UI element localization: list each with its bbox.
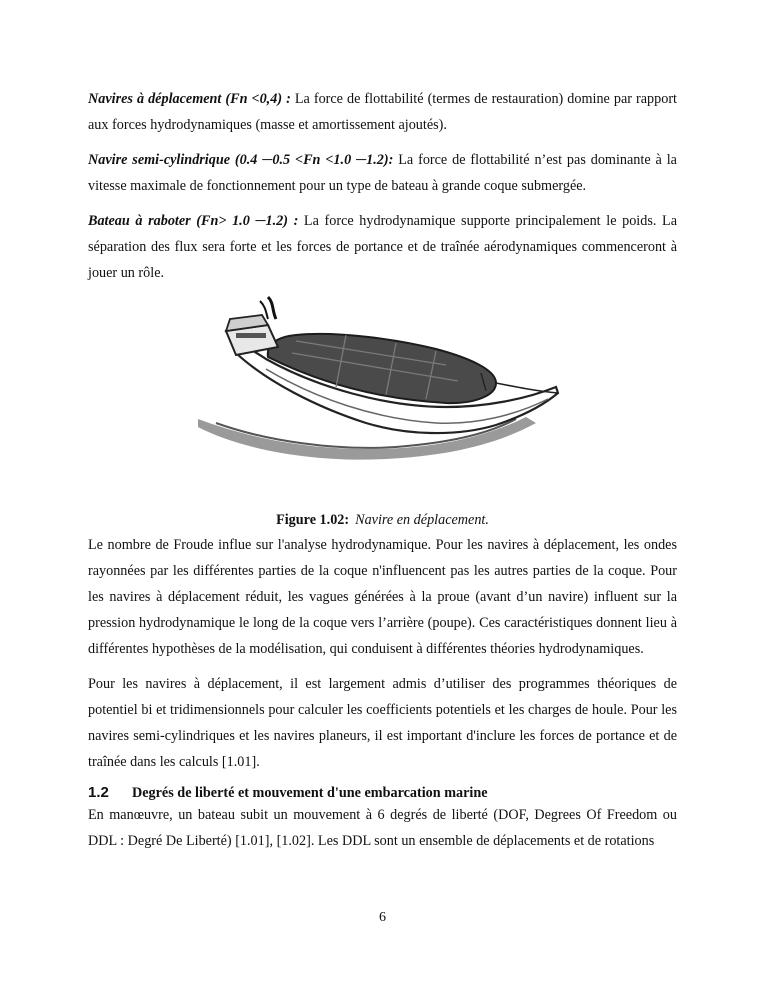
paragraph-lead: Navire semi-cylindrique (0.4 ─0.5 <Fn <1.0 ─1.2): — [88, 152, 394, 168]
paragraph-semi-cylindrical — [88, 147, 677, 199]
paragraph-dof: En manœuvre, un bateau subit un mouvement à 6 degrés de liberté (DOF, Degrees Of Freedom ou DDL : Degré De Liberté) [1.01], [1.02]. Les DDL sont un ensemble de déplacements et de rotations — [88, 807, 677, 849]
paragraph-lead: Bateau à raboter (Fn> 1.0 ─1.2) : — [88, 213, 299, 229]
section-number: 1.2 — [88, 784, 109, 801]
paragraph-potential-programs: Pour les navires à déplacement, il est largement admis d’utiliser des programmes théoriques de potentiel bi et tridimensionnels pour calculer les coefficients potentiels et les charges de houle. Pour les navires semi-cylindriques et les navires planeurs, il est important d'inclure les forces de portance et de traînée dans les calculs [1.01]. — [88, 676, 677, 770]
figure — [88, 295, 677, 495]
figure-caption — [88, 509, 677, 531]
page-content — [88, 86, 677, 863]
paragraph-displacement-ships — [88, 86, 677, 138]
ship-illustration — [196, 295, 566, 465]
paragraph-lead: Navires à déplacement (Fn <0,4) : — [88, 91, 291, 107]
paragraph-planing-boat — [88, 208, 677, 286]
figure-label: Figure 1.02: — [276, 512, 350, 528]
paragraph-text: La force de flottabilité (termes de restauration) domine par rapport aux forces hydrodynamiques (masse et amortissement ajoutés). — [88, 91, 678, 133]
paragraph-text: La force hydrodynamique supporte principalement le poids. La séparation des flux sera forte et les forces de portance et de traînée aérodynamiques commenceront à jouer un rôle. — [88, 213, 677, 281]
section-title: Degrés de liberté et mouvement d'une embarcation marine — [132, 785, 488, 801]
paragraph-froude: Le nombre de Froude influe sur l'analyse hydrodynamique. Pour les navires à déplacement, les ondes rayonnées par les différentes parties de la coque n'influencent pas les autres parties de la coque. Pour les navires à déplacement réduit, les vagues générées à la proue (avant d’un navire) influent sur la pression hydrodynamique le long de la coque vers l’arrière (poupe). Ces caractéristiques donnent lieu à différentes hypothèses de la modélisation, qui conduisent à différentes théories hydrodynamiques. — [88, 537, 677, 657]
page-number: 6 — [379, 910, 386, 925]
paragraph-text: La force de flottabilité n’est pas dominante à la vitesse maximale de fonctionnement pour un type de bateau à grande coque submergée. — [88, 152, 677, 194]
figure-caption-text: Navire en déplacement. — [355, 512, 489, 528]
section-heading — [88, 784, 677, 802]
